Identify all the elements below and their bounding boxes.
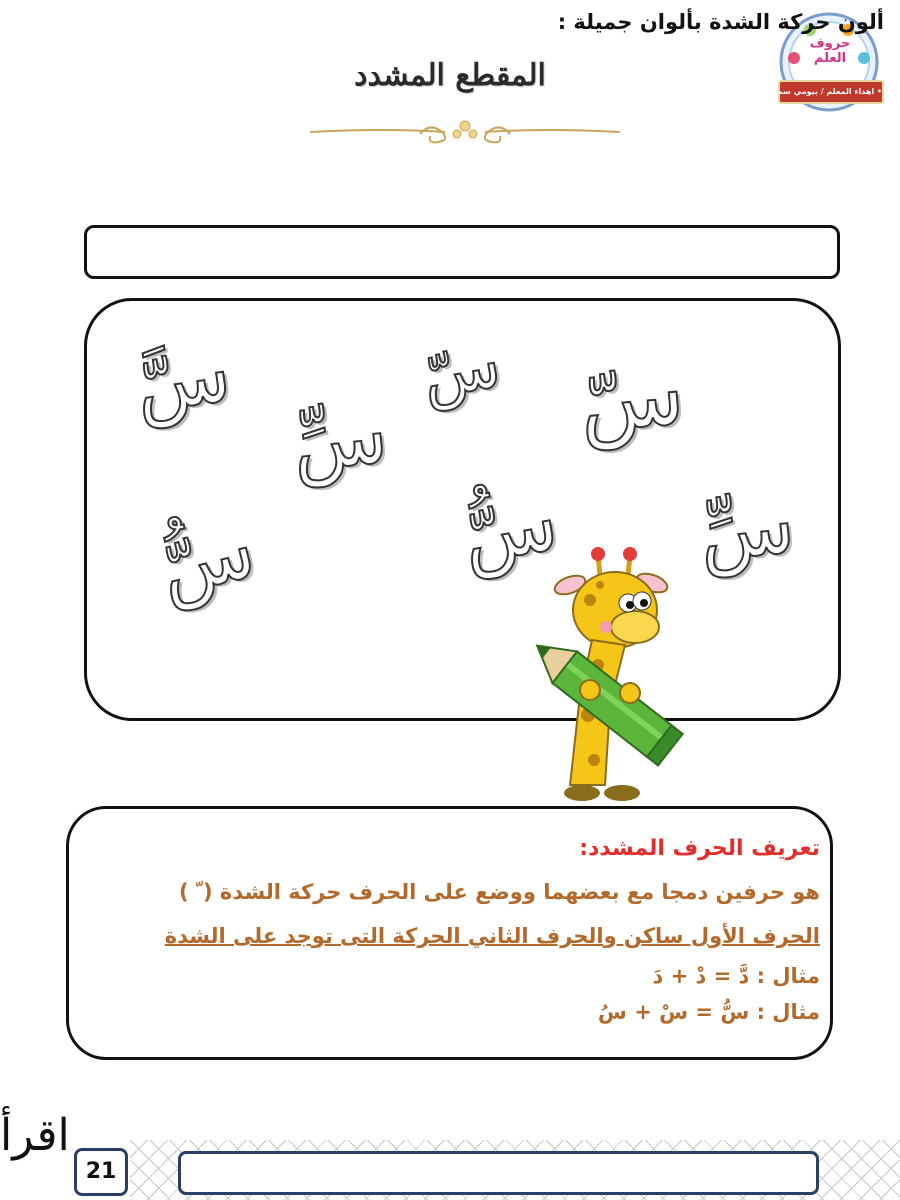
- instruction-text: ألون حركة الشدة بألوان جميلة :: [557, 10, 884, 34]
- definition-line-1: هو حرفين دمجا مع بعضهما ووضع على الحرف حركة الشدة ( ّ ): [178, 880, 820, 904]
- definition-line-2: الحرف الأول ساكن والحرف الثاني الحركة التى توجد على الشدة: [164, 924, 820, 948]
- letter-seen-fatha-shadda[interactable]: سَّ: [129, 328, 237, 432]
- logo-ribbon: • اهداء المعلم / بيومي سمير •: [778, 80, 884, 104]
- giraffe-pencil-illustration: [530, 545, 700, 805]
- letter-seen-shadda[interactable]: سّ: [416, 327, 506, 415]
- definition-example-2: مثال : سُّ = سْ + سُ: [597, 1000, 820, 1024]
- letter-seen-kasra-shadda[interactable]: سِّ: [694, 480, 799, 580]
- title-ornament-divider: [305, 112, 625, 152]
- iqra-calligraphy-logo: اقرأ: [0, 1110, 70, 1161]
- logo-title: حروف العلم: [809, 36, 851, 66]
- definition-heading: تعريف الحرف المشدد:: [579, 836, 820, 861]
- instruction-box: [84, 225, 840, 279]
- footer-bar: [178, 1151, 819, 1195]
- page-title: المقطع المشدد: [354, 58, 546, 93]
- coloring-area: [84, 298, 841, 721]
- letter-seen-damma-shadda[interactable]: سُّ: [454, 477, 565, 583]
- definition-example-1: مثال : دَّ = دْ + دَ: [652, 964, 820, 988]
- letter-seen-shadda[interactable]: سّ: [574, 343, 689, 453]
- letter-seen-kasra-shadda[interactable]: سِّ: [287, 390, 392, 490]
- letter-seen-damma-shadda[interactable]: سُّ: [149, 504, 264, 616]
- page-number: 21: [74, 1148, 128, 1196]
